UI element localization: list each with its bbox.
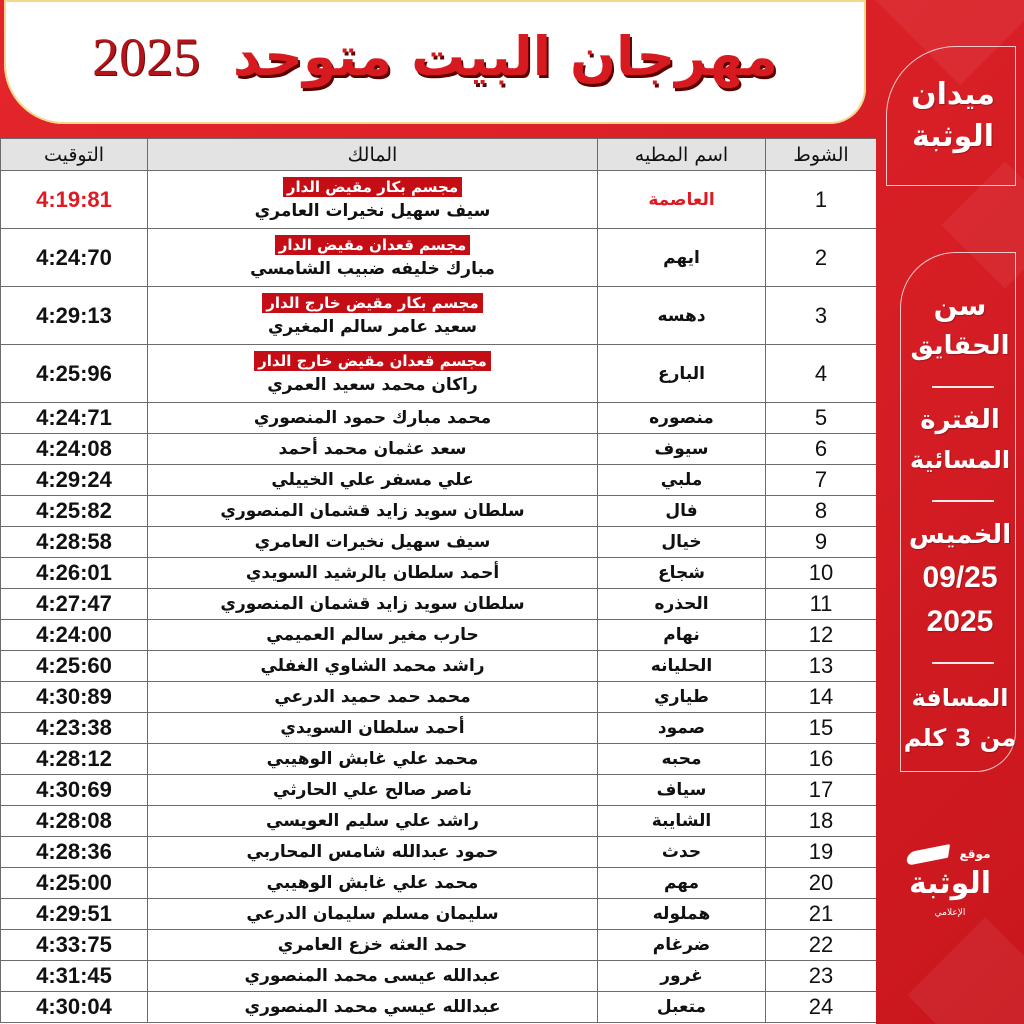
- divider: [932, 500, 994, 502]
- camel-name-cell: دهسه: [598, 287, 766, 345]
- table-row: [1, 558, 877, 589]
- owner-name: عبدالله عيسي محمد المنصوري: [244, 997, 501, 1017]
- owner-name: سيف سهيل نخيرات العامري: [254, 200, 491, 221]
- owner-cell: [148, 434, 598, 465]
- page-title: [4, 22, 866, 92]
- owner-cell: [148, 558, 598, 589]
- owner-name: محمد علي غابش الوهيبي: [266, 873, 479, 893]
- owner-cell: [148, 171, 598, 229]
- owner-cell: [148, 992, 598, 1023]
- time-cell: 4:29:13: [1, 287, 148, 345]
- table-row: [1, 589, 877, 620]
- owner-cell: [148, 961, 598, 992]
- time-cell: 4:28:58: [1, 527, 148, 558]
- trophy-badge: مجسم قعدان مقيض خارج الدار: [254, 351, 491, 371]
- owner-name: سيف سهيل نخيرات العامري: [254, 532, 491, 552]
- owner-name: محمد حمد حميد الدرعي: [274, 687, 471, 707]
- table-row: [1, 899, 877, 930]
- table-row: [1, 527, 877, 558]
- time-cell: 4:30:89: [1, 682, 148, 713]
- owner-name: أحمد سلطان السويدي: [280, 718, 465, 738]
- heat-number-cell: 2: [766, 229, 877, 287]
- owner-name: علي مسفر علي الخييلي: [271, 470, 474, 490]
- camel-name-cell: منصوره: [598, 403, 766, 434]
- heat-number-cell: 3: [766, 287, 877, 345]
- owner-name: محمد علي غابش الوهيبي: [266, 749, 479, 769]
- owner-cell: [148, 345, 598, 403]
- camel-name-cell: سياف: [598, 775, 766, 806]
- owner-cell: [148, 868, 598, 899]
- logo-sub-text: الإعلامي: [934, 908, 966, 918]
- table-row: [1, 837, 877, 868]
- trophy-badge: مجسم بكار مقيض خارج الدار: [262, 293, 482, 313]
- owner-cell: [148, 837, 598, 868]
- camel-name-cell: نهام: [598, 620, 766, 651]
- camel-name-cell: حدث: [598, 837, 766, 868]
- heat-number-cell: 7: [766, 465, 877, 496]
- camel-name-cell: ملبي: [598, 465, 766, 496]
- time-cell: 4:19:81: [1, 171, 148, 229]
- camel-name-cell: محبه: [598, 744, 766, 775]
- venue-panel: [886, 46, 1016, 186]
- table-row: [1, 403, 877, 434]
- owner-name: سعيد عامر سالم المغيري: [267, 316, 478, 337]
- table-header-row: [1, 139, 877, 171]
- venue-line-2: الوثبة: [911, 119, 995, 154]
- time-cell: 4:24:70: [1, 229, 148, 287]
- owner-cell: [148, 403, 598, 434]
- period-line-2: المسائية: [909, 446, 1011, 474]
- time-cell: 4:25:96: [1, 345, 148, 403]
- heat-number-cell: 12: [766, 620, 877, 651]
- owner-name: أحمد سلطان بالرشيد السويدي: [245, 563, 500, 583]
- camel-name-cell: العاصمة: [598, 171, 766, 229]
- time-cell: 4:25:82: [1, 496, 148, 527]
- age-line-2: الحقايق: [910, 331, 1010, 361]
- column-header-heat: الشوط: [766, 139, 877, 171]
- owner-name: حارب مغير سالم العميمي: [266, 625, 479, 645]
- camel-name-cell: فال: [598, 496, 766, 527]
- camel-name-cell: الحليانه: [598, 651, 766, 682]
- results-table-container: [0, 138, 876, 1024]
- day-label: الخميس: [908, 520, 1012, 550]
- heat-number-cell: 17: [766, 775, 877, 806]
- owner-name: ناصر صالح علي الحارثي: [273, 780, 472, 800]
- owner-cell: [148, 744, 598, 775]
- table-row: [1, 930, 877, 961]
- heat-number-cell: 14: [766, 682, 877, 713]
- camel-name-cell: صمود: [598, 713, 766, 744]
- time-cell: 4:28:08: [1, 806, 148, 837]
- table-row: [1, 287, 877, 345]
- time-cell: 4:27:47: [1, 589, 148, 620]
- camel-name-cell: سيوف: [598, 434, 766, 465]
- date-label: 09/25: [922, 561, 998, 594]
- table-row: [1, 496, 877, 527]
- heat-number-cell: 10: [766, 558, 877, 589]
- owner-name: سلطان سويد زايد قشمان المنصوري: [220, 594, 525, 614]
- title-card: [4, 0, 866, 124]
- table-row: [1, 434, 877, 465]
- camel-name-cell: ضرغام: [598, 930, 766, 961]
- time-cell: 4:24:08: [1, 434, 148, 465]
- owner-cell: [148, 899, 598, 930]
- owner-name: سعد عثمان محمد أحمد: [278, 439, 467, 459]
- heat-number-cell: 9: [766, 527, 877, 558]
- camel-name-cell: هملوله: [598, 899, 766, 930]
- table-row: [1, 961, 877, 992]
- divider: [932, 662, 994, 664]
- table-row: [1, 868, 877, 899]
- time-cell: 4:28:12: [1, 744, 148, 775]
- owner-cell: [148, 806, 598, 837]
- time-cell: 4:33:75: [1, 930, 148, 961]
- camel-name-cell: البارع: [598, 345, 766, 403]
- camel-name-cell: غرور: [598, 961, 766, 992]
- table-row: [1, 992, 877, 1023]
- owner-cell: [148, 465, 598, 496]
- owner-name: سليمان مسلم سليمان الدرعي: [246, 904, 499, 924]
- table-row: [1, 345, 877, 403]
- camel-name-cell: ايهم: [598, 229, 766, 287]
- column-header-time: التوقيت: [1, 139, 148, 171]
- heat-number-cell: 4: [766, 345, 877, 403]
- column-header-owner: المالك: [148, 139, 598, 171]
- falcon-logo-icon: [906, 844, 950, 866]
- heat-number-cell: 19: [766, 837, 877, 868]
- camel-name-cell: طياري: [598, 682, 766, 713]
- time-cell: 4:28:36: [1, 837, 148, 868]
- trophy-badge: مجسم قعدان مقيض الدار: [275, 235, 471, 255]
- owner-cell: [148, 775, 598, 806]
- column-header-camel: اسم المطيه: [598, 139, 766, 171]
- owner-cell: [148, 651, 598, 682]
- owner-cell: [148, 589, 598, 620]
- table-row: [1, 806, 877, 837]
- trophy-badge: مجسم بكار مقيض الدار: [283, 177, 462, 197]
- time-cell: 4:25:00: [1, 868, 148, 899]
- heat-number-cell: 13: [766, 651, 877, 682]
- time-cell: 4:29:51: [1, 899, 148, 930]
- heat-number-cell: 21: [766, 899, 877, 930]
- table-row: [1, 465, 877, 496]
- venue-line-1: ميدان: [910, 77, 996, 112]
- table-row: [1, 651, 877, 682]
- heat-number-cell: 23: [766, 961, 877, 992]
- owner-name: راشد محمد الشاوي الغفلي: [260, 656, 485, 676]
- heat-number-cell: 16: [766, 744, 877, 775]
- owner-cell: [148, 287, 598, 345]
- owner-name: سلطان سويد زايد قشمان المنصوري: [220, 501, 525, 521]
- owner-name: راشد علي سليم العويسي: [266, 811, 479, 831]
- owner-cell: [148, 527, 598, 558]
- camel-name-cell: مهم: [598, 868, 766, 899]
- time-cell: 4:23:38: [1, 713, 148, 744]
- time-cell: 4:31:45: [1, 961, 148, 992]
- title-year: 2025: [92, 27, 201, 87]
- time-cell: 4:30:69: [1, 775, 148, 806]
- time-cell: 4:26:01: [1, 558, 148, 589]
- camel-name-cell: خيال: [598, 527, 766, 558]
- owner-name: حمد العثه خزع العامري: [277, 935, 468, 955]
- time-cell: 4:24:71: [1, 403, 148, 434]
- camel-name-cell: متعبل: [598, 992, 766, 1023]
- time-cell: 4:24:00: [1, 620, 148, 651]
- logo-small-text: موقع: [959, 847, 991, 861]
- table-row: [1, 682, 877, 713]
- camel-name-cell: الحذره: [598, 589, 766, 620]
- brand-logo: [900, 842, 1000, 926]
- table-row: [1, 229, 877, 287]
- owner-cell: [148, 713, 598, 744]
- owner-cell: [148, 620, 598, 651]
- owner-cell: [148, 930, 598, 961]
- results-table: [0, 138, 876, 1023]
- table-row: [1, 713, 877, 744]
- owner-cell: [148, 496, 598, 527]
- time-cell: 4:29:24: [1, 465, 148, 496]
- heat-number-cell: 24: [766, 992, 877, 1023]
- heat-number-cell: 20: [766, 868, 877, 899]
- distance-line-1: المسافة: [911, 684, 1009, 712]
- heat-number-cell: 1: [766, 171, 877, 229]
- table-row: [1, 775, 877, 806]
- owner-cell: [148, 682, 598, 713]
- divider: [932, 386, 994, 388]
- owner-name: عبدالله عيسى محمد المنصوري: [244, 966, 501, 986]
- owner-cell: [148, 229, 598, 287]
- date-year-label: 2025: [926, 605, 994, 638]
- heat-number-cell: 5: [766, 403, 877, 434]
- heat-number-cell: 11: [766, 589, 877, 620]
- heat-number-cell: 8: [766, 496, 877, 527]
- owner-name: راكان محمد سعيد العمري: [267, 374, 478, 395]
- distance-line-2: من 3 كلم: [903, 724, 1017, 752]
- owner-name: حمود عبدالله شامس المحاربي: [246, 842, 499, 862]
- decor-diamond: [907, 917, 1024, 1024]
- logo-main-text: الوثبة: [908, 866, 992, 901]
- table-row: [1, 620, 877, 651]
- heat-number-cell: 18: [766, 806, 877, 837]
- period-line-1: الفترة: [920, 405, 1000, 435]
- camel-name-cell: شجاع: [598, 558, 766, 589]
- table-row: [1, 744, 877, 775]
- heat-number-cell: 22: [766, 930, 877, 961]
- age-line-1: سن: [933, 289, 987, 322]
- time-cell: 4:25:60: [1, 651, 148, 682]
- heat-number-cell: 6: [766, 434, 877, 465]
- heat-number-cell: 15: [766, 713, 877, 744]
- time-cell: 4:30:04: [1, 992, 148, 1023]
- table-row: [1, 171, 877, 229]
- camel-name-cell: الشايبة: [598, 806, 766, 837]
- owner-name: مبارك خليفه ضبيب الشامسي: [250, 258, 495, 279]
- title-text: مهرجان البيت متوحد: [232, 25, 778, 88]
- owner-name: محمد مبارك حمود المنصوري: [253, 408, 492, 428]
